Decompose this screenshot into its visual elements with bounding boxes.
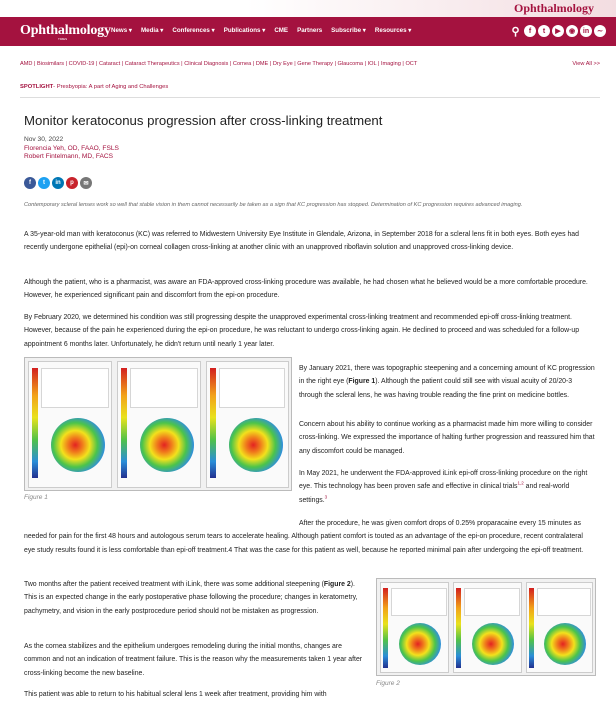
facebook-icon[interactable]: f bbox=[524, 25, 536, 37]
topography-panel bbox=[206, 361, 289, 488]
topic-tag-link[interactable]: Imaging bbox=[380, 61, 401, 67]
figure-1-caption: Figure 1 bbox=[24, 494, 48, 501]
topic-tag-link[interactable]: Cataract bbox=[98, 61, 121, 67]
view-all-link[interactable]: View All >> bbox=[572, 61, 600, 67]
tag-separator: | bbox=[251, 61, 256, 67]
color-scale bbox=[32, 368, 38, 478]
nav-item-resources[interactable]: Resources ▾ bbox=[374, 27, 412, 34]
article-date: Nov 30, 2022 bbox=[24, 136, 64, 143]
topic-tag-link[interactable]: IOL bbox=[367, 61, 377, 67]
paragraph: After the procedure, he was given comfort drops of 0.25% proparacaine every 15 minutes as needed for pain for the first 48 hours and autologous serum tears to accelerate healing. Although patient comfort is touted as an advantage of the epi-on procedure, recent contralateral eye study results found it is less comfortable than epi-off treatment.4 That was the case for this patient as well, because he reported minimal pain after undergoing the epi-off treatment. bbox=[24, 520, 584, 554]
topic-tag-link[interactable]: OCT bbox=[405, 61, 418, 67]
corneal-map bbox=[472, 623, 514, 665]
topic-tags bbox=[20, 61, 417, 67]
linkedin-share-icon[interactable]: in bbox=[52, 177, 64, 189]
main-nav bbox=[0, 17, 616, 46]
topography-panel bbox=[117, 361, 201, 488]
tag-separator: | bbox=[228, 61, 233, 67]
paragraph: By February 2020, we determined his condition was still progressing despite the unapproved experimental cross-linking treatment and recommended epi-off cross-linking treatment. However, because of the pain he experienced during the epi-on procedure, he was reluctant to undergo cross-linking again. He declined to proceed and was scheduled for a follow-up appointment 6 months later. Unfortunately, he didn't return until nearly 1 year later. bbox=[24, 314, 580, 348]
topography-panel bbox=[380, 582, 449, 673]
share-buttons bbox=[24, 177, 92, 189]
article-meta bbox=[24, 136, 119, 162]
site-logo[interactable]: Ophthalmology bbox=[20, 23, 111, 38]
corneal-map bbox=[544, 623, 586, 665]
tag-separator: | bbox=[64, 61, 69, 67]
twitter-icon[interactable]: t bbox=[538, 25, 550, 37]
paragraph: Two months after the patient received treatment with iLink, there was some additional steepening (Figure 2). This is an expected change in the early postoperative phase following the procedure; changes in keratometry, pachymetry, and vision in the early postprocedure period should not be mistaken as progression. bbox=[24, 581, 358, 615]
spotlight-text: - Presbyopia: A part of Aging and Challenges bbox=[53, 84, 169, 90]
topic-tag-link[interactable]: Cataract Therapeutics bbox=[124, 61, 180, 67]
nav-item-cme[interactable]: CME bbox=[274, 27, 289, 34]
color-scale bbox=[529, 588, 534, 668]
citation[interactable]: 3 bbox=[324, 494, 328, 500]
search-icon[interactable]: ⚲ bbox=[511, 25, 520, 38]
color-scale bbox=[383, 588, 388, 668]
spotlight-label: SPOTLIGHT bbox=[20, 84, 54, 90]
figure-2-caption: Figure 2 bbox=[376, 680, 400, 687]
figure-1-image[interactable] bbox=[24, 357, 292, 491]
nav-item-partners[interactable]: Partners bbox=[297, 27, 323, 34]
corneal-map bbox=[229, 418, 283, 472]
corneal-map bbox=[140, 418, 194, 472]
paragraph: A 35-year-old man with keratoconus (KC) was referred to Midwestern University Eye Institute in Glendale, Arizona, in September 2018 for a scleral lens fit in both eyes. Both eyes had recently undergone epithelial (epi)-on corneal collagen cross-linking at another clinic with an unapproved riboflavin solution and unapproved cross-linking device. bbox=[24, 231, 579, 252]
data-table bbox=[537, 588, 591, 616]
data-table bbox=[41, 368, 109, 408]
figure-1-link[interactable]: Figure 1 bbox=[348, 378, 376, 386]
tag-separator: | bbox=[179, 61, 185, 67]
corneal-map bbox=[51, 418, 105, 472]
color-scale bbox=[121, 368, 127, 478]
tag-separator: | bbox=[120, 61, 125, 67]
citation[interactable]: 1,2 bbox=[517, 481, 524, 486]
pinterest-share-icon[interactable]: p bbox=[66, 177, 78, 189]
author-link[interactable]: Robert Fintelmann, MD, FACS bbox=[24, 153, 114, 160]
topic-tag-link[interactable]: Biosimilars bbox=[37, 61, 65, 67]
data-table bbox=[130, 368, 198, 408]
paragraph: Concern about his ability to continue working as a pharmacist made him more willing to consider cross-linking. We expressed the importance of halting further progression and reassured him that any discomfort could be managed. bbox=[299, 421, 595, 455]
tag-separator: | bbox=[94, 61, 99, 67]
nav-item-conferences[interactable]: Conferences ▾ bbox=[172, 27, 215, 34]
nav-item-news[interactable]: News ▾ bbox=[111, 27, 132, 34]
author-link[interactable]: Florencia Yeh, OD, FAAO, FSLS bbox=[24, 144, 119, 152]
nav-item-subscribe[interactable]: Subscribe ▾ bbox=[331, 27, 366, 34]
data-table bbox=[219, 368, 285, 408]
data-table bbox=[391, 588, 447, 616]
topic-tag-link[interactable]: DME bbox=[255, 61, 269, 67]
youtube-icon[interactable]: ▶ bbox=[552, 25, 564, 37]
divider bbox=[20, 97, 600, 98]
paragraph: In May 2021, he underwent the FDA-approved iLink epi-off cross-linking procedure on the right eye. This technology has been proven safe and effective in clinical trials$^{1,2}$ and real-world settings.$^3$ bbox=[299, 470, 588, 504]
color-scale bbox=[456, 588, 461, 668]
site-logo-subtitle: TIMES bbox=[58, 37, 68, 41]
nav-item-media[interactable]: Media ▾ bbox=[141, 27, 164, 34]
topography-panel bbox=[28, 361, 112, 488]
top-strip bbox=[0, 0, 616, 17]
topic-tag-bar bbox=[20, 61, 600, 67]
spotlight-banner[interactable] bbox=[20, 84, 168, 90]
topic-tag-link[interactable]: Clinical Diagnosis bbox=[184, 61, 229, 67]
tag-separator: | bbox=[376, 61, 381, 67]
corneal-map bbox=[399, 623, 441, 665]
figure-2-image[interactable] bbox=[376, 578, 596, 676]
nav-item-publications[interactable]: Publications ▾ bbox=[223, 27, 266, 34]
instagram-icon[interactable]: ◉ bbox=[566, 25, 578, 37]
rss-icon[interactable]: ∼ bbox=[594, 25, 606, 37]
color-scale bbox=[210, 368, 216, 478]
topic-tag-link[interactable]: Gene Therapy bbox=[297, 61, 333, 67]
topic-tag-link[interactable]: Dry Eye bbox=[272, 61, 293, 67]
linkedin-icon[interactable]: in bbox=[580, 25, 592, 37]
brand-wordmark[interactable]: Ophthalmology bbox=[513, 1, 594, 15]
paragraph: Although the patient, who is a pharmacist, was aware an FDA-approved cross-linking procedure was available, he had chosen what he believed would be a more comfortable procedure. However, he experienced significant pain and discomfort from the epi-on procedure. bbox=[24, 279, 588, 300]
topic-tag-link[interactable]: AMD bbox=[20, 61, 33, 67]
paragraph: By January 2021, there was topographic steepening and a concerning amount of KC progression in the right eye (Figure 1). Although the patient could still see with visual acuity of 20/20-3 through the scleral lens, he was having trouble reading the fine print on medicine bottles. bbox=[299, 365, 595, 399]
tag-separator: | bbox=[400, 61, 406, 67]
tag-separator: | bbox=[268, 61, 273, 67]
topic-tag-link[interactable]: COVID-19 bbox=[68, 61, 95, 67]
image-caption: Contemporary scleral lenses work so well that stable vision in them cannot necessarily be taken as a sign that KC progression has stopped. Determination of KC progression requires advanced imaging. bbox=[24, 202, 523, 208]
facebook-share-icon[interactable]: f bbox=[24, 177, 36, 189]
paragraph: As the cornea stabilizes and the epithelium undergoes remodeling during the initial months, changes are common and not an indication of treatment failure. This is the reason why the measurements taken 1 year after cross-linking become the new baseline. bbox=[24, 643, 363, 677]
tag-separator: | bbox=[32, 61, 37, 67]
email-share-icon[interactable]: ✉ bbox=[80, 177, 92, 189]
tag-separator: | bbox=[363, 61, 368, 67]
paragraph: This patient was able to return to his habitual scleral lens 1 week after treatment, providing him with bbox=[24, 691, 327, 698]
tag-separator: | bbox=[292, 61, 298, 67]
topic-tag-link[interactable]: Glaucoma bbox=[337, 61, 364, 67]
twitter-share-icon[interactable]: t bbox=[38, 177, 50, 189]
topic-tag-link[interactable]: Cornea bbox=[232, 61, 252, 67]
topography-panel bbox=[453, 582, 522, 673]
topography-panel bbox=[526, 582, 593, 673]
data-table bbox=[464, 588, 520, 616]
figure-2-link[interactable]: Figure 2 bbox=[323, 581, 351, 588]
article-title: Monitor keratoconus progression after cross-linking treatment bbox=[24, 113, 383, 128]
tag-separator: | bbox=[332, 61, 338, 67]
